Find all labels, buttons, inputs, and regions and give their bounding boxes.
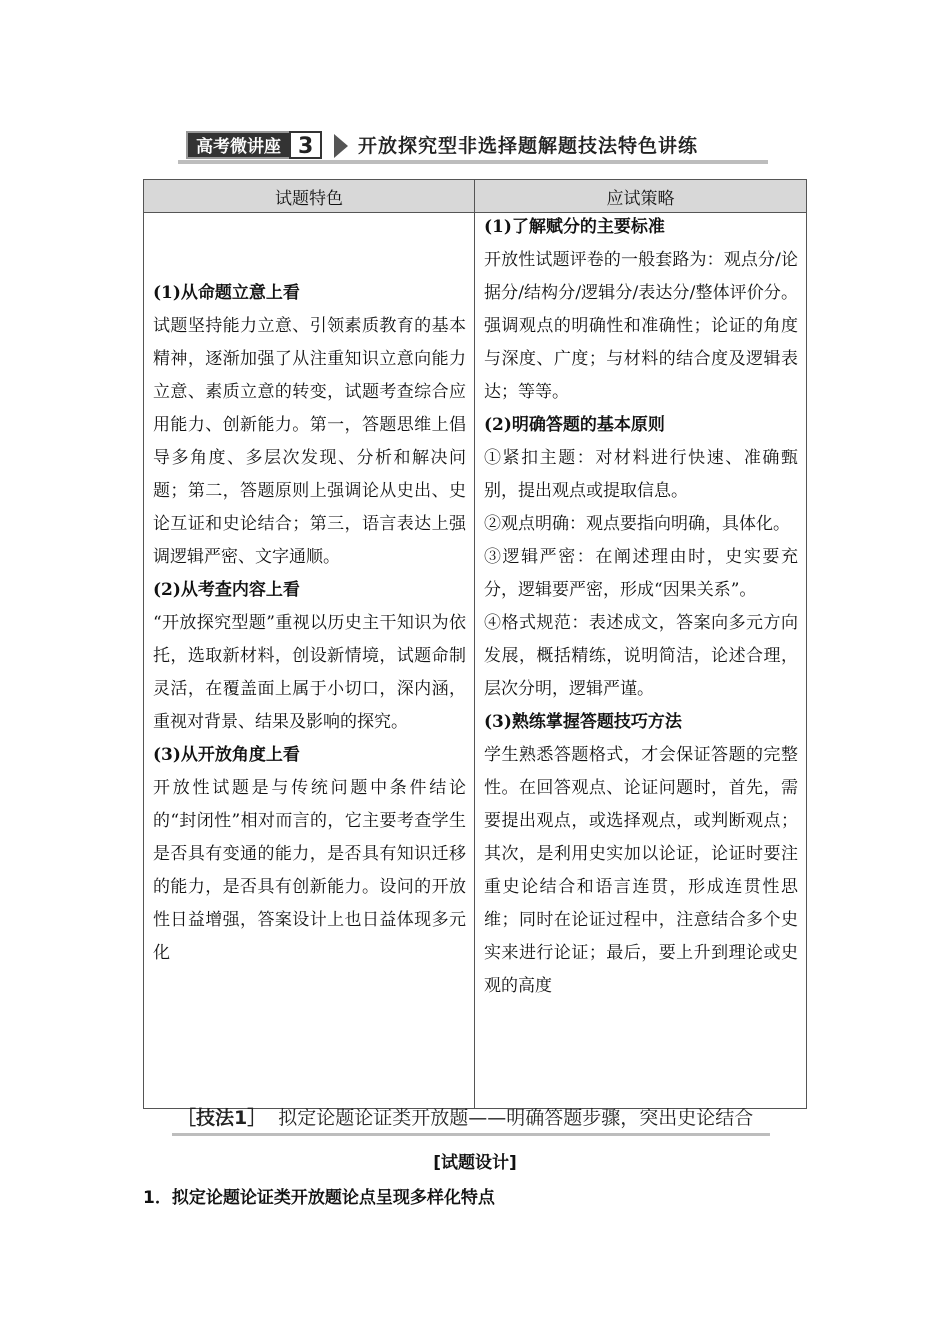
paragraph: 学生熟悉答题格式，才会保证答题的完整性。在回答观点、论证问题时，首先，需要提出观点，或选择观点，或判断观点；其次，是利用史实加以论证，论证时要注重史论结合和语言连贯，形成连贯性思维；同时在论证过程中，注意结合多个史实来进行论证；最后，要上升到理论或史观的高度 bbox=[484, 745, 798, 996]
technique-underline bbox=[172, 1133, 770, 1136]
badge-label: 高考微讲座 bbox=[186, 131, 289, 159]
table-row bbox=[144, 213, 807, 1109]
section-heading: (1)从命题立意上看 bbox=[153, 283, 300, 303]
paragraph: “开放探究型题”重视以历史主干知识为依托，选取新材料，创设新情境，试题命制灵活，在覆盖面上属于小切口，深内涵，重视对背景、结果及影响的探究。 bbox=[153, 613, 466, 732]
section-heading: (1)了解赋分的主要标准 bbox=[484, 217, 665, 237]
header-features: 试题特色 bbox=[144, 180, 475, 213]
paragraph: 试题坚持能力立意、引领素质教育的基本精神，逐渐加强了从注重知识立意向能力立意、素质立意的转变，试题考查综合应用能力、创新能力。第一，答题思维上倡导多角度、多层次发现、分析和解决问题；第二，答题原则上强调论从史出、史论互证和史论结合；第三，语言表达上强调逻辑严密、文字通顺。 bbox=[153, 316, 466, 567]
strategies-cell bbox=[475, 213, 807, 1109]
header-strategies: 应试策略 bbox=[475, 180, 807, 213]
technique-banner bbox=[172, 1104, 772, 1136]
lecture-banner bbox=[178, 128, 778, 168]
arrow-icon bbox=[334, 134, 348, 158]
table-header-row bbox=[144, 180, 807, 213]
paragraph: ④格式规范：表述成文，答案向多元方向发展，概括精练，说明简洁，论述合理，层次分明，逻辑严谨。 bbox=[484, 613, 798, 699]
paragraph: ①紧扣主题：对材料进行快速、准确甄别，提出观点或提取信息。 bbox=[484, 448, 798, 501]
design-heading: [试题设计] bbox=[433, 1153, 517, 1173]
strategy-table bbox=[143, 179, 807, 1109]
section-heading: (3)从开放角度上看 bbox=[153, 745, 300, 765]
technique-title: 拟定论题论证类开放题——明确答题步骤，突出史论结合 bbox=[278, 1107, 754, 1129]
section-heading: (2)明确答题的基本原则 bbox=[484, 415, 665, 435]
lecture-badge bbox=[186, 131, 322, 159]
paragraph: 开放性试题评卷的一般套路为：观点分/论据分/结构分/逻辑分/表达分/整体评价分。强调观点的明确性和准确性；论证的角度与深度、广度；与材料的结合度及逻辑表达；等等。 bbox=[484, 250, 798, 402]
section-heading: (3)熟练掌握答题技巧方法 bbox=[484, 712, 682, 732]
features-cell bbox=[144, 213, 475, 1109]
paragraph: ②观点明确：观点要指向明确，具体化。 bbox=[484, 514, 790, 534]
technique-tag: ［技法1］ bbox=[177, 1107, 267, 1129]
paragraph: 开放性试题是与传统问题中条件结论的“封闭性”相对而言的，它主要考查学生是否具有变通的能力，是否具有知识迁移的能力，是否具有创新能力。设问的开放性日益增强，答案设计上也日益体现多元化 bbox=[153, 778, 466, 963]
features-content bbox=[153, 277, 466, 970]
paragraph: ③逻辑严密：在阐述理由时，史实要充分，逻辑要严密，形成“因果关系”。 bbox=[484, 547, 798, 600]
banner-title: 开放探究型非选择题解题技法特色讲练 bbox=[358, 135, 699, 157]
badge-number: 3 bbox=[289, 131, 322, 159]
strategies-content bbox=[484, 211, 798, 1003]
item-heading: 1．拟定论题论证类开放题论点呈现多样化特点 bbox=[143, 1188, 495, 1208]
section-heading: (2)从考查内容上看 bbox=[153, 580, 300, 600]
